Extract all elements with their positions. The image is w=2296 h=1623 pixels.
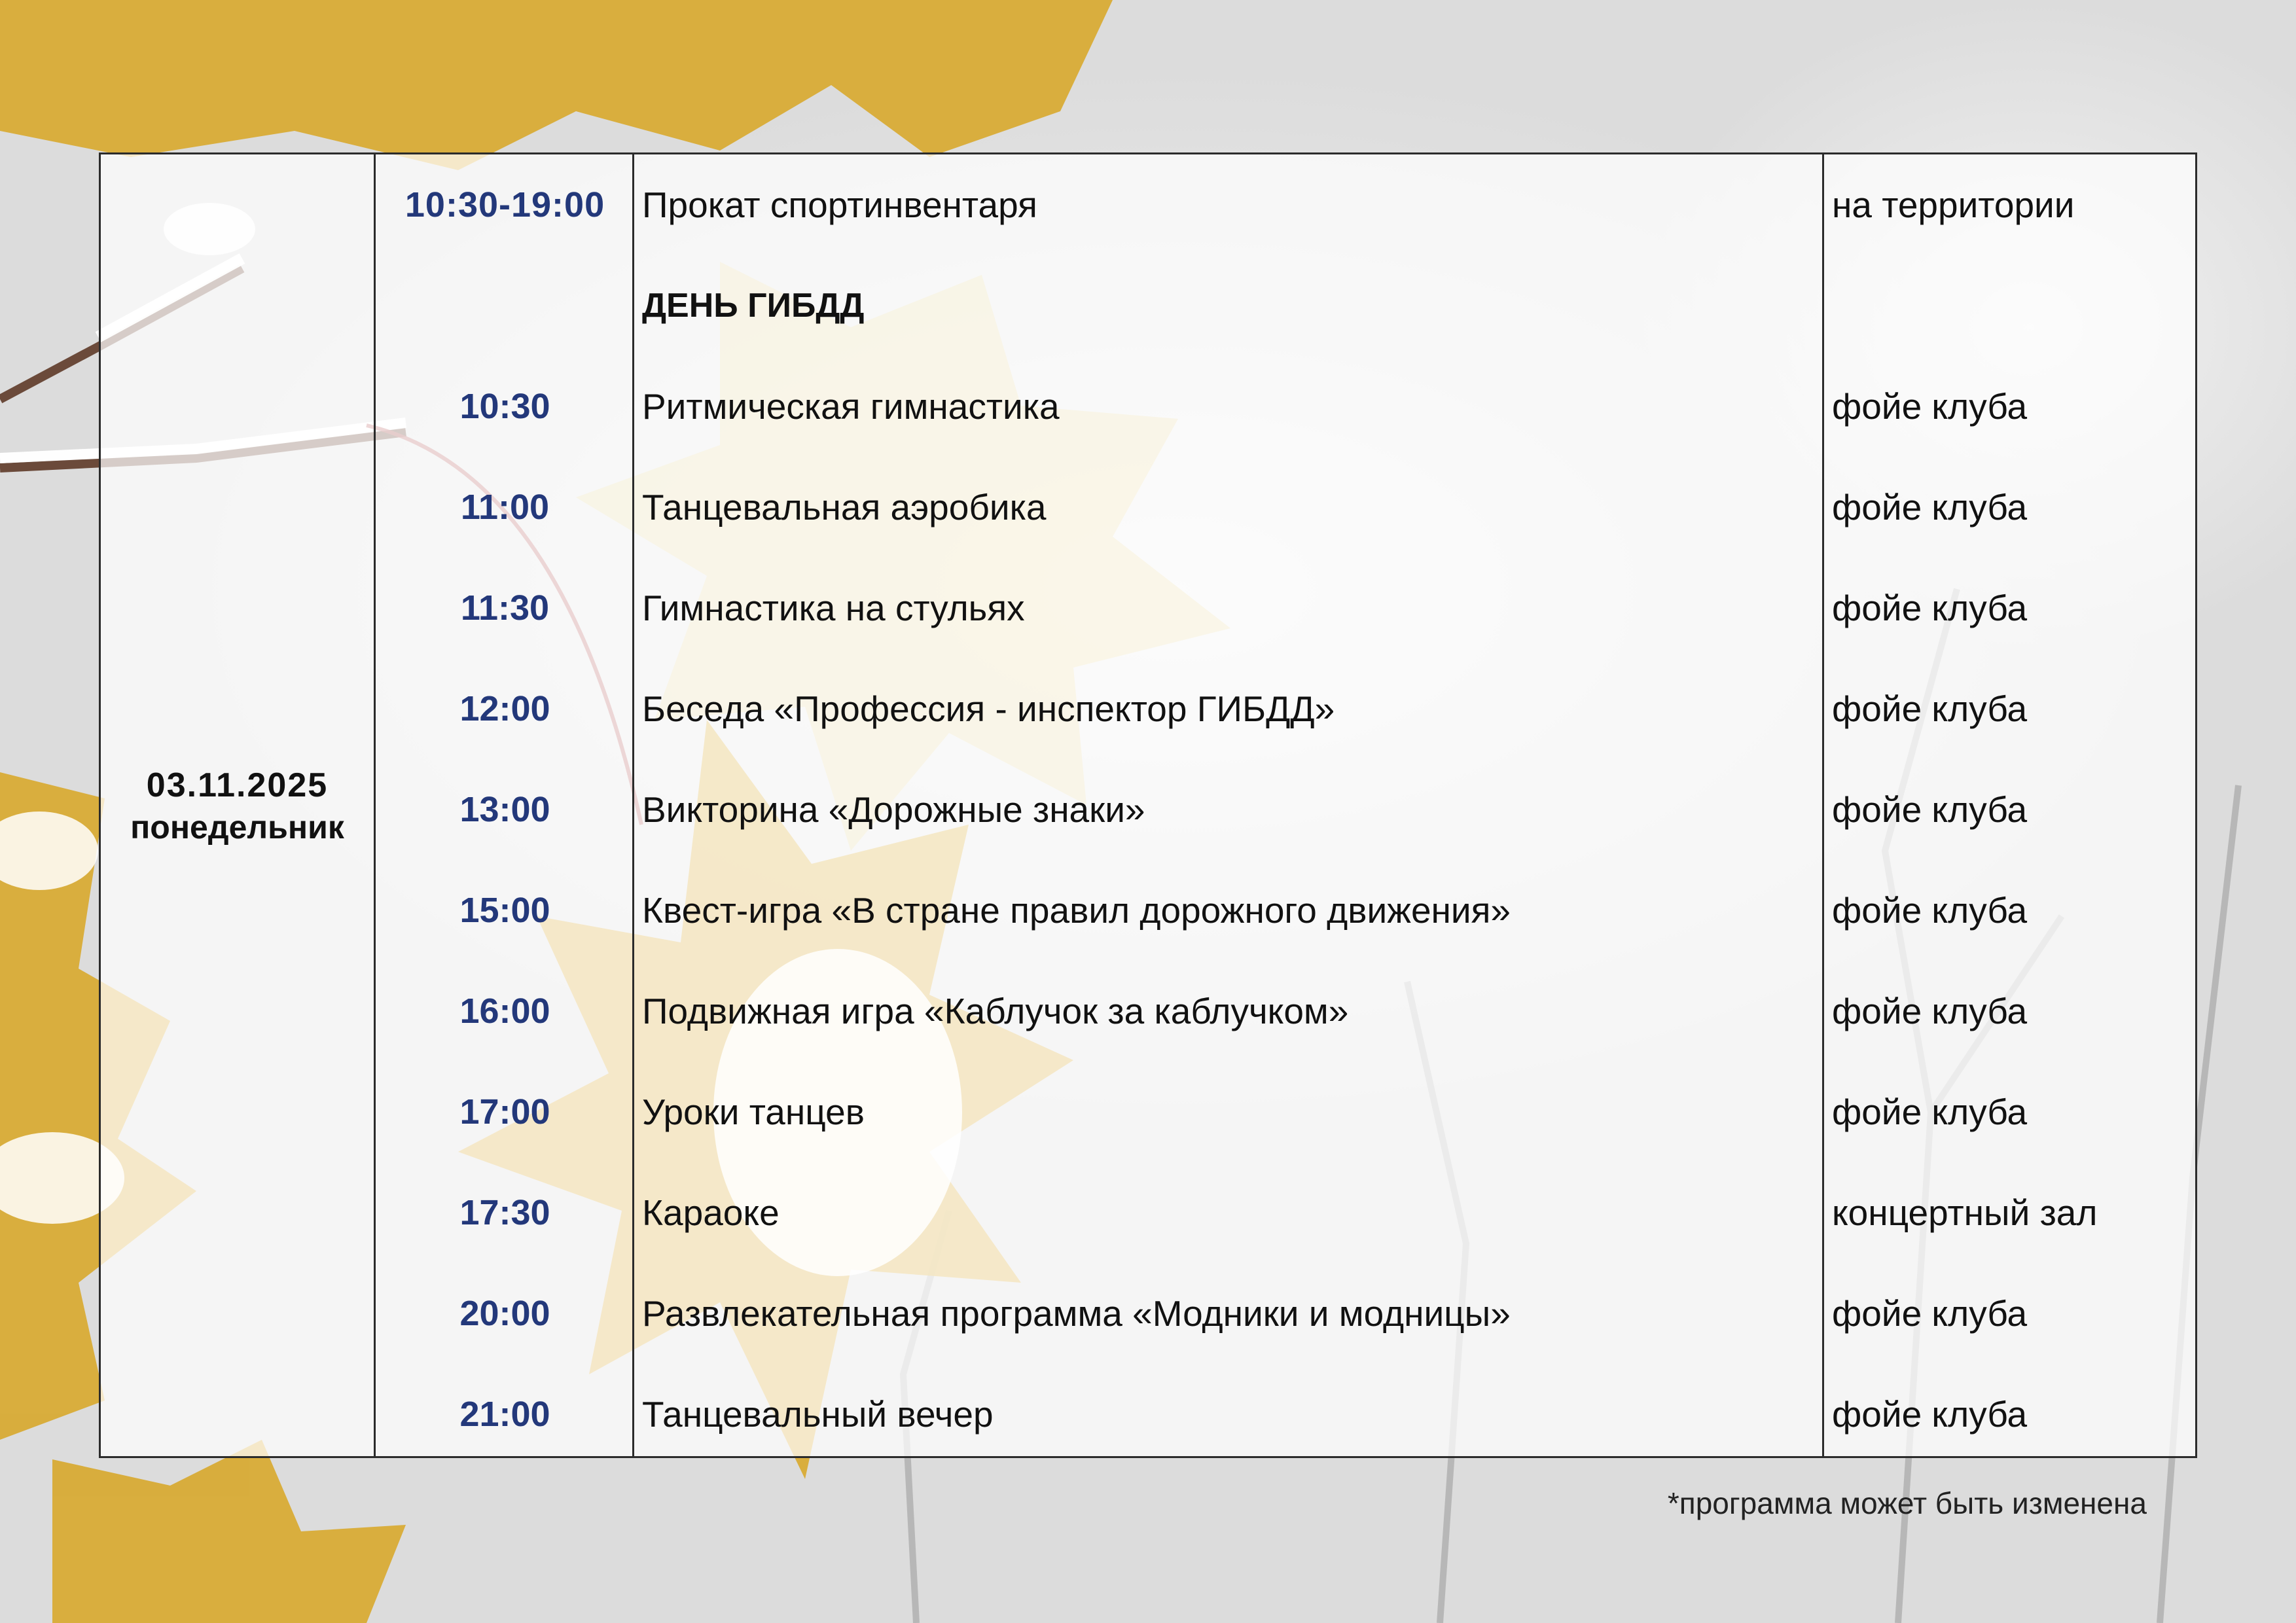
row-place: фойе клуба xyxy=(1832,386,2028,427)
row-time: 20:00 xyxy=(459,1294,550,1333)
row-place: фойе клуба xyxy=(1832,487,2028,527)
row-event: Караоке xyxy=(642,1192,780,1233)
row-event: Гимнастика на стульях xyxy=(642,588,1025,628)
row-place: фойе клуба xyxy=(1832,1293,2028,1334)
schedule-weekday: понедельник xyxy=(130,808,344,846)
section-heading: ДЕНЬ ГИБДД xyxy=(642,287,865,325)
schedule-table xyxy=(99,152,2197,1458)
row-time: 17:30 xyxy=(459,1193,550,1232)
row-time xyxy=(376,255,634,356)
row-time: 10:30-19:00 xyxy=(404,185,605,224)
row-time: 17:00 xyxy=(459,1092,550,1132)
row-time: 11:30 xyxy=(460,588,550,628)
row-time: 15:00 xyxy=(459,891,550,930)
row-place: на территории xyxy=(1832,185,2075,225)
row-time: 10:30 xyxy=(459,387,550,426)
row-place: фойе клуба xyxy=(1832,890,2028,931)
schedule-date: 03.11.2025 xyxy=(146,766,329,804)
row-event: Ритмическая гимнастика xyxy=(642,386,1060,427)
row-place: фойе клуба xyxy=(1832,1394,2028,1435)
row-event: Прокат спортинвентаря xyxy=(642,185,1037,225)
row-time: 11:00 xyxy=(460,488,550,527)
row-place: концертный зал xyxy=(1832,1192,2098,1233)
row-time: 12:00 xyxy=(459,689,550,728)
row-event: Танцевальная аэробика xyxy=(642,487,1047,527)
date-column xyxy=(101,154,376,1456)
row-time: 13:00 xyxy=(459,790,550,829)
row-event: Квест-игра «В стране правил дорожного движения» xyxy=(642,890,1511,931)
row-time: 16:00 xyxy=(459,991,550,1031)
time-column xyxy=(376,154,634,1456)
row-event: Уроки танцев xyxy=(642,1092,865,1132)
event-column xyxy=(634,154,1824,1456)
row-event: Викторина «Дорожные знаки» xyxy=(642,789,1145,830)
row-place: фойе клуба xyxy=(1832,1092,2028,1132)
row-place: фойе клуба xyxy=(1832,688,2028,729)
row-event: Развлекательная программа «Модники и модницы» xyxy=(642,1293,1511,1334)
row-event: Танцевальный вечер xyxy=(642,1394,994,1435)
row-event: Подвижная игра «Каблучок за каблучком» xyxy=(642,991,1349,1031)
row-place: фойе клуба xyxy=(1832,588,2028,628)
row-place: фойе клуба xyxy=(1832,991,2028,1031)
row-place: фойе клуба xyxy=(1832,789,2028,830)
row-event: Беседа «Профессия - инспектор ГИБДД» xyxy=(642,688,1335,729)
row-time: 21:00 xyxy=(459,1395,550,1434)
program-change-note: *программа может быть изменена xyxy=(1667,1486,2147,1520)
place-column xyxy=(1824,154,2195,1456)
